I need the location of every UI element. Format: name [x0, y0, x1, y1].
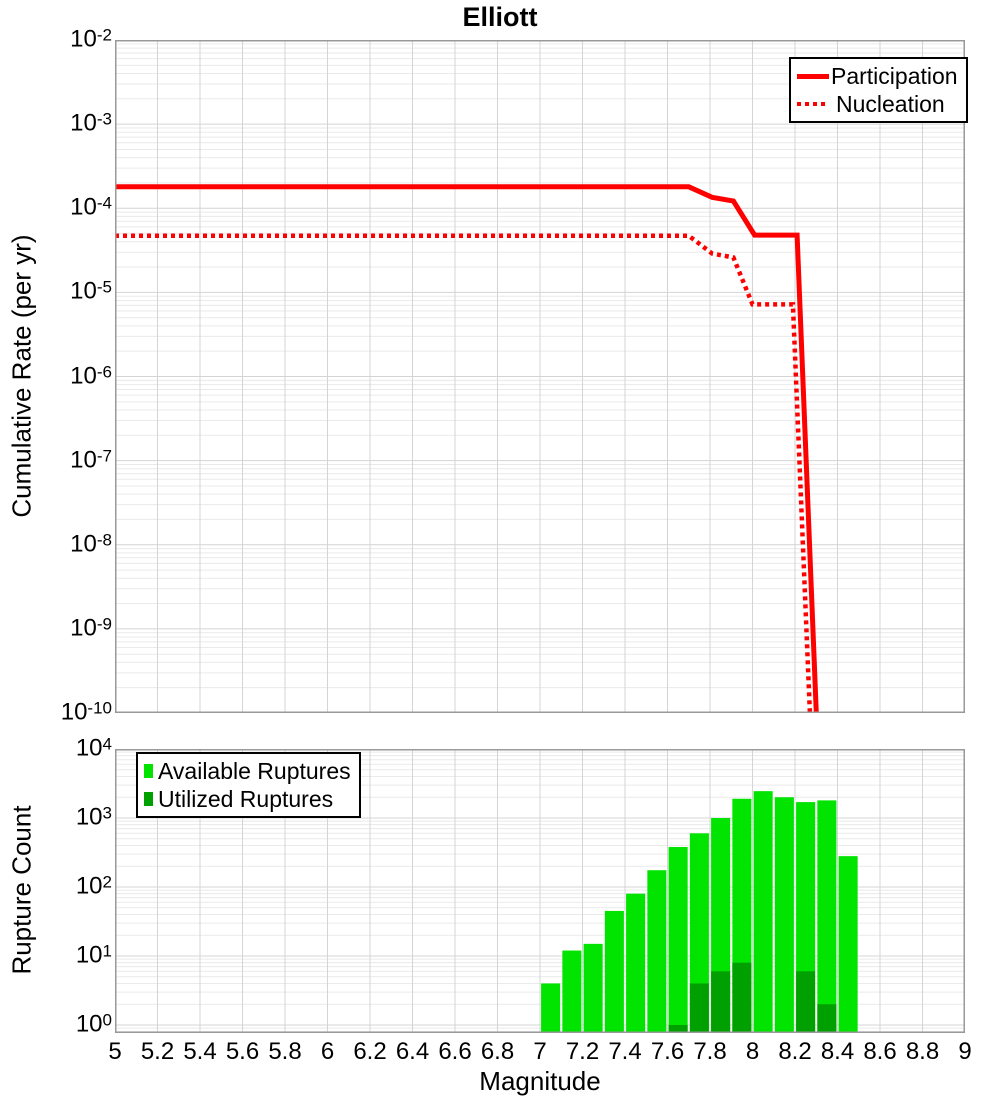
y-tick-label: $10^{-8}$ — [70, 530, 112, 558]
x-tick-label: 8 — [745, 1038, 760, 1065]
x-tick-label: 7.6 — [650, 1038, 685, 1065]
legend-label: Available Ruptures — [158, 757, 351, 784]
x-tick-label: 7.8 — [693, 1038, 727, 1065]
x-tick-label: 7 — [533, 1038, 547, 1065]
legend-item-available — [144, 757, 351, 785]
y-tick-label: $10^2$ — [75, 872, 112, 900]
y-tick-label: $10^{-5}$ — [70, 277, 112, 305]
y-tick-label: $10^1$ — [75, 941, 112, 969]
y-tick-label: $10^0$ — [75, 1010, 112, 1038]
x-tick-label: 6.6 — [438, 1038, 472, 1065]
y-tick-label: $10^{-4}$ — [70, 193, 112, 221]
x-tick-label: 6.8 — [480, 1038, 515, 1065]
upper-plot-area — [115, 40, 965, 713]
x-tick-label: 6.2 — [353, 1038, 387, 1065]
x-axis-label: Magnitude — [479, 1066, 601, 1096]
x-tick-label: 8.8 — [905, 1038, 940, 1065]
y-tick-label: $10^{-2}$ — [70, 25, 112, 53]
y-tick-label: $10^{-3}$ — [70, 109, 112, 137]
legend-item-participation — [797, 62, 958, 90]
y-tick-label: $10^{-9}$ — [70, 614, 112, 642]
x-tick-label: 9 — [958, 1038, 972, 1065]
legend-label: Utilized Ruptures — [158, 785, 334, 812]
x-tick-label: 7.4 — [608, 1038, 642, 1065]
y-tick-label: $10^4$ — [75, 734, 112, 762]
bottom-y-axis-label: Rupture Count — [6, 805, 37, 975]
legend-label: Nucleation — [836, 90, 945, 117]
y-tick-label: $10^3$ — [75, 803, 112, 831]
utilized-ruptures-swatch-icon — [144, 792, 153, 806]
x-tick-label: 7.2 — [565, 1038, 600, 1065]
y-tick-label: $10^{-10}$ — [60, 698, 112, 726]
x-tick-label: 5.8 — [268, 1038, 302, 1065]
x-tick-label: 8.2 — [778, 1038, 812, 1065]
nucleation-line-swatch-icon — [797, 102, 829, 107]
legend-item-utilized — [144, 785, 351, 813]
x-tick-label: 5.6 — [225, 1038, 260, 1065]
top-y-axis-label: Cumulative Rate (per yr) — [6, 234, 37, 518]
y-tick-label: $10^{-7}$ — [70, 446, 112, 474]
x-tick-label: 5 — [108, 1038, 122, 1065]
x-tick-label: 6 — [320, 1038, 335, 1065]
x-tick-label: 5.2 — [140, 1038, 175, 1065]
available-ruptures-swatch-icon — [144, 764, 153, 778]
page-title: Elliott — [462, 2, 538, 32]
x-tick-label: 5.4 — [183, 1038, 217, 1065]
x-tick-label: 8.4 — [820, 1038, 855, 1065]
legend-label: Participation — [831, 62, 958, 89]
rate-legend — [789, 57, 968, 123]
x-tick-label: 8.6 — [863, 1038, 897, 1065]
rupture-legend — [136, 752, 361, 818]
y-tick-label: $10^{-6}$ — [70, 362, 112, 389]
participation-line-swatch-icon — [797, 74, 829, 79]
x-tick-label: 6.4 — [395, 1038, 430, 1065]
legend-item-nucleation — [797, 90, 958, 118]
